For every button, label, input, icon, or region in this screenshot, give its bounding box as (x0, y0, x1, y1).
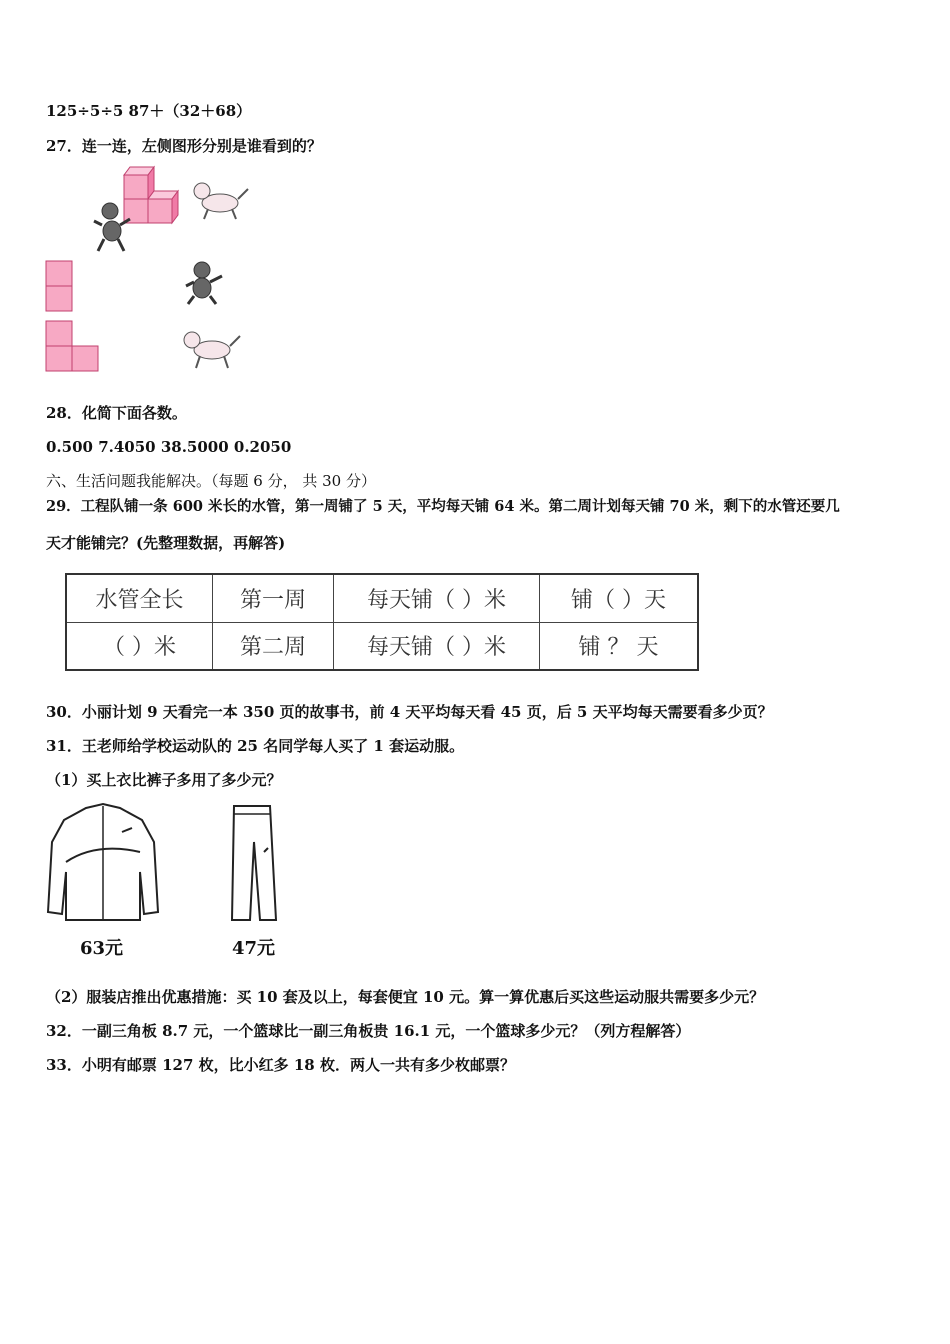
question-29-b: 天才能铺完？(先整理数据，再解答) (46, 534, 286, 552)
view-two-stacked (45, 260, 75, 314)
question-29-a: 29．工程队铺一条 600 米长的水管，第一周铺了 5 天，平均每天铺 64 米。第二周计划每天铺 70 米，剩下的水管还要几 (46, 498, 840, 515)
cell-week1-daily: 每天铺（ ）米 (334, 574, 540, 622)
cell-total-blank: （ ）米 (66, 622, 213, 670)
question-28: 28．化简下面各数。 (46, 404, 187, 422)
question-27: 27．连一连，左侧图形分别是谁看到的？ (46, 137, 322, 155)
question-31: 31．王老师给学校运动队的 25 名同学每人买了 1 套运动服。 (46, 737, 465, 755)
question-31-part-2: （2）服装店推出优惠措施：买 10 套及以上，每套便宜 10 元。算一算优惠后买这些运动服共需要多少元？ (46, 988, 765, 1006)
dog-icon (194, 183, 248, 219)
question-32: 32．一副三角板 8.7 元，一个篮球比一副三角板贵 16.1 元，一个篮球多少元？（列方程解答） (46, 1022, 691, 1040)
question-33: 33．小明有邮票 127 枚，比小红多 18 枚．两人一共有多少枚邮票？ (46, 1056, 515, 1074)
q27-cube-figure (90, 163, 255, 258)
cell-week2-days: 铺 ？ 天 (540, 622, 699, 670)
pants-icon (228, 802, 283, 927)
cell-week2: 第二周 (213, 622, 334, 670)
monkey-icon (182, 260, 227, 305)
section-6-heading: 六、生活问题我能解决。（每题 6 分， 共 30 分） (46, 472, 376, 490)
question-30: 30．小丽计划 9 天看完一本 350 页的故事书，前 4 天平均每天看 45 页，后 5 天平均每天需要看多少页？ (46, 703, 773, 721)
jacket-icon (46, 802, 161, 927)
question-31-part-1: （1）买上衣比裤子多用了多少元？ (46, 771, 282, 789)
view-l-shape (45, 320, 100, 374)
q28-values: 0.500 7.4050 38.5000 0.2050 (46, 438, 292, 456)
jacket-price: 63元 (80, 938, 124, 959)
pants-price: 47元 (232, 938, 276, 959)
pipe-data-table (65, 573, 699, 671)
cell-week2-daily: 每天铺（ ）米 (334, 622, 540, 670)
cell-week1: 第一周 (213, 574, 334, 622)
cell-total-label: 水管全长 (66, 574, 213, 622)
dog-icon (180, 328, 242, 373)
cell-week1-days: 铺（ ）天 (540, 574, 699, 622)
calc-expressions: 125÷5÷5 87＋（32＋68） (46, 102, 252, 120)
